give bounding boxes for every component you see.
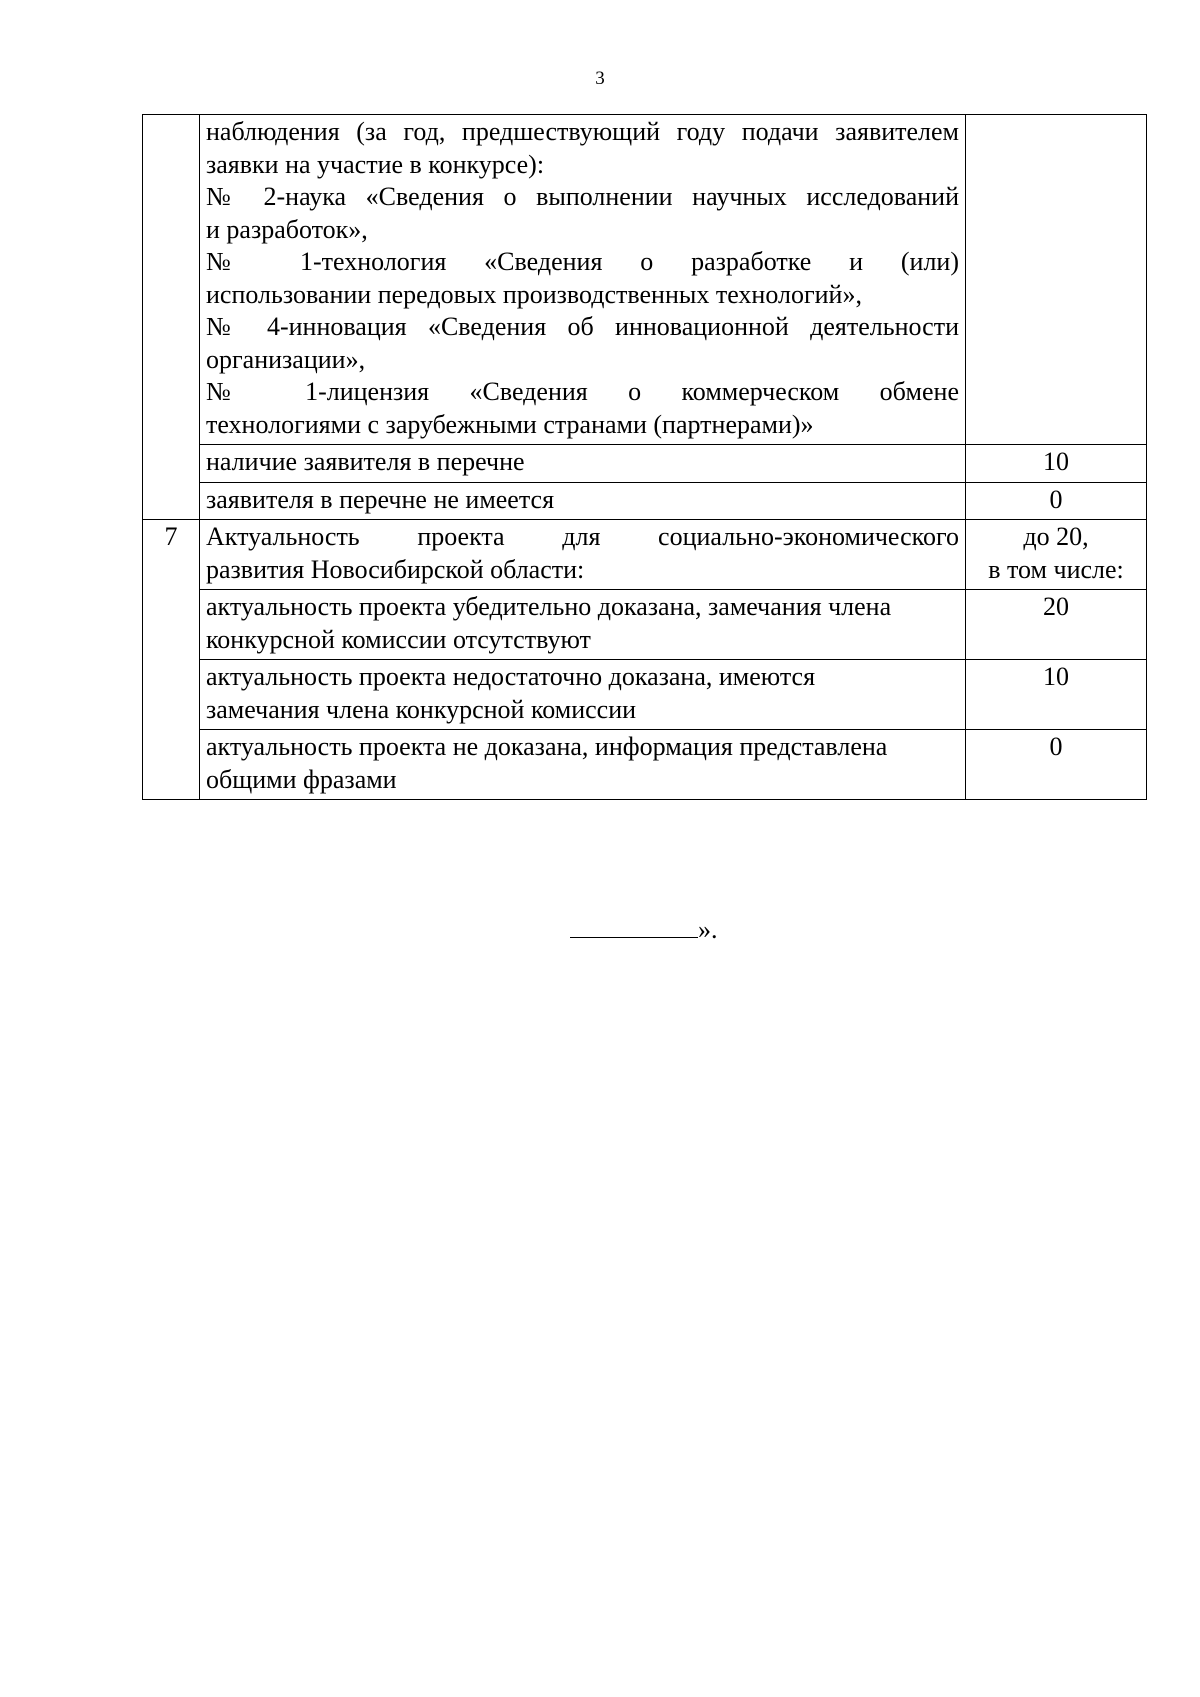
- text-line: развития Новосибирской области:: [206, 554, 585, 584]
- table-row: [143, 520, 1147, 590]
- criterion-continuation-text: [200, 115, 966, 445]
- sub-criterion-text: [200, 590, 966, 660]
- text-line: актуальность проекта недостаточно доказана, имеются: [206, 662, 816, 691]
- text-line: № 2-наука «Сведения о выполнении научных исследований: [206, 182, 959, 211]
- text-line: актуальность проекта убедительно доказана, замечания члена: [206, 592, 892, 621]
- text-line: конкурсной комиссии отсутствуют: [206, 624, 591, 654]
- blank-underline: [570, 915, 698, 938]
- text-line: Актуальность проекта для социально-экономического: [206, 522, 959, 551]
- closing-line: [570, 914, 718, 946]
- score-cell: 0: [966, 482, 1147, 520]
- criterion-number-cell: 7: [143, 520, 200, 800]
- text-line: организации»,: [206, 344, 366, 374]
- table-row: [143, 482, 1147, 520]
- text-line: общими фразами: [206, 764, 397, 794]
- text-line: актуальность проекта не доказана, информация представлена: [206, 732, 888, 761]
- criterion-number-cell: [143, 115, 200, 520]
- text-line: № 1-технология «Сведения о разработке и (или): [206, 247, 959, 276]
- score-cell: 10: [966, 660, 1147, 730]
- text-line: технологиями с зарубежными странами (партнерами)»: [206, 409, 814, 439]
- text-line: и разработок»,: [206, 214, 368, 244]
- sub-criterion-text: заявителя в перечне не имеется: [200, 482, 966, 520]
- score-cell: [966, 520, 1147, 590]
- text-line: № 4-инновация «Сведения об инновационной деятельности: [206, 312, 959, 341]
- score-cell: 20: [966, 590, 1147, 660]
- table-row: [143, 445, 1147, 483]
- page-number: 3: [595, 68, 605, 89]
- text-line: заявки на участие в конкурсе):: [206, 149, 545, 179]
- table-row: [143, 730, 1147, 800]
- closing-quote-mark: ».: [698, 915, 718, 944]
- sub-criterion-text: [200, 730, 966, 800]
- table-row: [143, 115, 1147, 445]
- table-row: [143, 660, 1147, 730]
- score-line: в том числе:: [988, 554, 1124, 584]
- table-row: [143, 590, 1147, 660]
- score-line: до 20,: [1023, 522, 1089, 551]
- score-cell: [966, 115, 1147, 445]
- score-cell: 10: [966, 445, 1147, 483]
- text-line: № 1-лицензия «Сведения о коммерческом обмене: [206, 377, 959, 406]
- text-line: наблюдения (за год, предшествующий году подачи заявителем: [206, 117, 959, 146]
- criterion-title: [200, 520, 966, 590]
- text-line: замечания члена конкурсной комиссии: [206, 694, 637, 724]
- score-cell: 0: [966, 730, 1147, 800]
- text-line: использовании передовых производственных технологий»,: [206, 279, 862, 309]
- criteria-table: [142, 114, 1147, 800]
- sub-criterion-text: [200, 660, 966, 730]
- sub-criterion-text: наличие заявителя в перечне: [200, 445, 966, 483]
